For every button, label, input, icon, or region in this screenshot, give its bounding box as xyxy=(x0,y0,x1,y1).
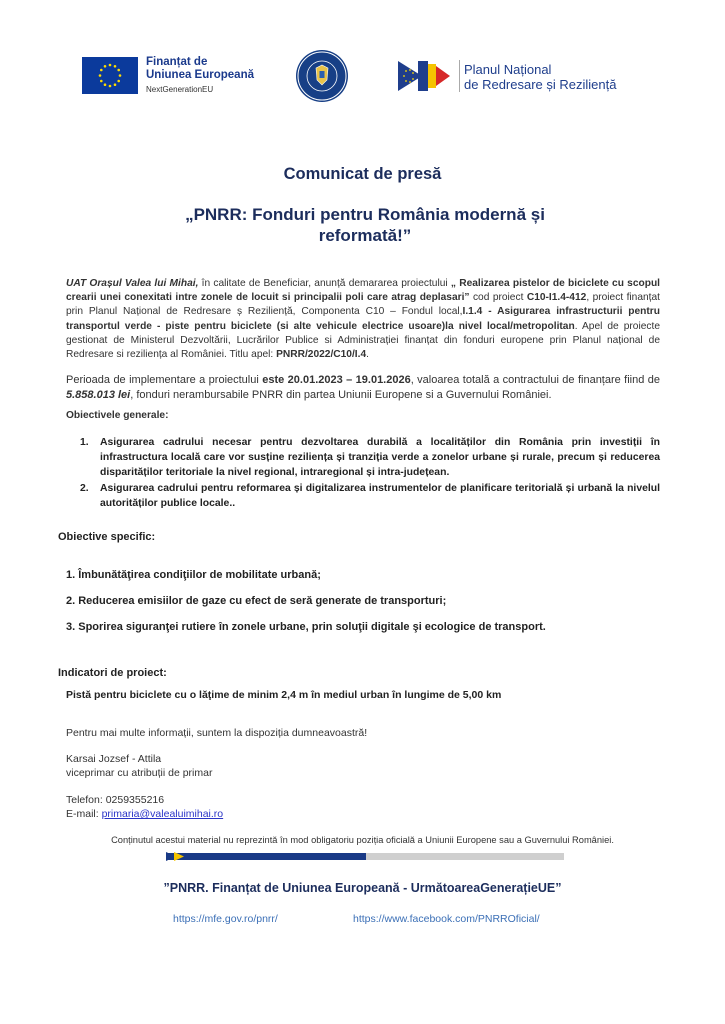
eu-flag-icon xyxy=(82,57,138,94)
phone-line xyxy=(66,793,223,807)
eu-logo-line2: Uniunea Europeană xyxy=(146,69,254,81)
phone-number: 0259355216 xyxy=(105,794,165,806)
facebook-link[interactable]: https://www.facebook.com/PNRROficial/ xyxy=(353,913,540,925)
mfe-link[interactable]: https://mfe.gov.ro/pnrr/ xyxy=(173,913,278,925)
contact-details xyxy=(66,793,223,821)
specific-objective-item: 2. Reducerea emisiilor de gaze cu efect de seră generate de transporturi; xyxy=(66,595,447,607)
list-text: Asigurarea cadrului pentru reformarea și digitalizarea instrumentelor de planificare teritorială și urbană la nivelul autorităților publice locale.. xyxy=(100,482,660,509)
footer-bar xyxy=(166,853,564,860)
phone-label: Telefon: xyxy=(66,794,106,806)
project-name: „ Realizarea pistelor de biciclete cu scopul crearii unei conexitati intre zonele de locuit si principalii poli care atrag deplasari” xyxy=(66,278,661,304)
period-text-2: , valoarea totală a contractului de finanțare fiind de xyxy=(410,374,660,386)
signatory-name: Karsai Jozsef - Attila xyxy=(66,753,162,765)
intro-text-2: cod proiect xyxy=(469,292,527,304)
eu-funding-logo-text xyxy=(146,56,254,94)
email-link[interactable]: primaria@valealuimihai.ro xyxy=(101,808,224,820)
eu-logo-line3: NextGenerationEU xyxy=(146,85,214,94)
eu-logo-line1: Finanțat de xyxy=(146,56,208,68)
intro-text-1: în calitate de Beneficiar, anunță demararea proiectului xyxy=(198,278,451,289)
measure-name: I.1.4 - Asigurarea infrastructurii pentru transportul verde - piste pentru biciclete (si alte vehicule electrice usoare)la nivel local/metropolitan xyxy=(66,306,660,332)
call-title: PNRR/2022/C10/I.4 xyxy=(276,349,367,361)
signatory-role: viceprimar cu atribuții de primar xyxy=(66,767,213,779)
pnrr-logo-text xyxy=(464,62,616,92)
email-label: E-mail: xyxy=(66,808,102,820)
disclaimer: Conținutul acestui material nu reprezintă în mod obligatoriu poziția oficială a Uniunii Europene sau a Guvernului României. xyxy=(111,835,614,845)
specific-objective-item: 3. Sporirea siguranţei rutiere în zonele urbane, prin soluţii digitale şi ecologice de transport. xyxy=(66,621,546,633)
period-text-1: Perioada de implementare a proiectului xyxy=(66,374,263,386)
info-line: Pentru mai multe informații, suntem la dispoziția dumneavoastră! xyxy=(66,727,368,739)
signatory xyxy=(66,752,212,780)
implementation-dates: este 20.01.2023 – 19.01.2026 xyxy=(262,374,411,386)
list-number: 2. xyxy=(80,482,89,494)
general-objectives-list xyxy=(80,435,660,511)
intro-text-5: . xyxy=(366,349,369,361)
project-code: C10-I1.4-412 xyxy=(526,292,587,304)
list-text: Asigurarea cadrului necesar pentru dezvoltarea durabilă a localităților din România prin investiții în infrastructura locală care vor susține reziliența și tranziția verde a zonelor urbane și rurale, precum și reducerea disparităților teritoriale la nivel regional, intraregional și intra-județean. xyxy=(100,437,660,479)
intro-paragraph xyxy=(66,277,660,362)
pnrr-logo-line2: de Redresare și Reziliență xyxy=(464,77,617,92)
pnrr-arrow-icon xyxy=(166,852,192,861)
email-line xyxy=(66,807,223,821)
indicator-item: Pistă pentru biciclete cu o lăţime de minim 2,4 m în mediul urban în lungime de 5,00 km xyxy=(66,689,502,701)
general-objectives-heading: Obiectivele generale: xyxy=(66,410,169,421)
period-paragraph xyxy=(66,373,660,402)
specific-objective-item: 1. Îmbunătăţirea condiţiilor de mobilitate urbană; xyxy=(66,569,321,581)
logo-divider xyxy=(459,60,460,92)
page-title: Comunicat de presă xyxy=(283,165,442,183)
guvernul-romaniei-seal-icon xyxy=(296,50,348,102)
pnrr-logo-line1: Planul Național xyxy=(464,62,552,77)
contract-value: 5.858.013 lei xyxy=(66,388,131,401)
pnrr-arrows-icon xyxy=(398,61,458,91)
period-text-3: , fonduri nerambursabile PNRR din partea Uniunii Europene si a Guvernului României. xyxy=(130,388,552,401)
list-number: 1. xyxy=(80,437,89,448)
list-item xyxy=(80,435,660,481)
indicators-heading: Indicatori de proiect: xyxy=(58,667,167,679)
footer-bar-fill xyxy=(166,853,366,860)
list-item xyxy=(80,481,660,511)
specific-objectives-heading: Obiective specific: xyxy=(58,531,156,543)
intro-text-4: . Apel de proiecte gestionat de Ministerul Dezvoltării, Lucrărilor Publice si Administrației finanțat din fonduri europene prin Planul național de Redresare si reziliența al României. Titlu apel: xyxy=(66,320,660,361)
slogan: ”PNRR. Finanțat de Uniunea Europeană - UrmătoareaGenerațieUE” xyxy=(163,881,562,895)
intro-text-3: , proiect finanțat prin Planul Național de Redresare ș Reziliență, Componenta C10 – Fondul local, xyxy=(66,292,661,318)
page-subtitle: „PNRR: Fonduri pentru România modernă și reformată!” xyxy=(185,205,545,245)
beneficiary-name: UAT Orașul Valea lui Mihai, xyxy=(66,278,199,289)
